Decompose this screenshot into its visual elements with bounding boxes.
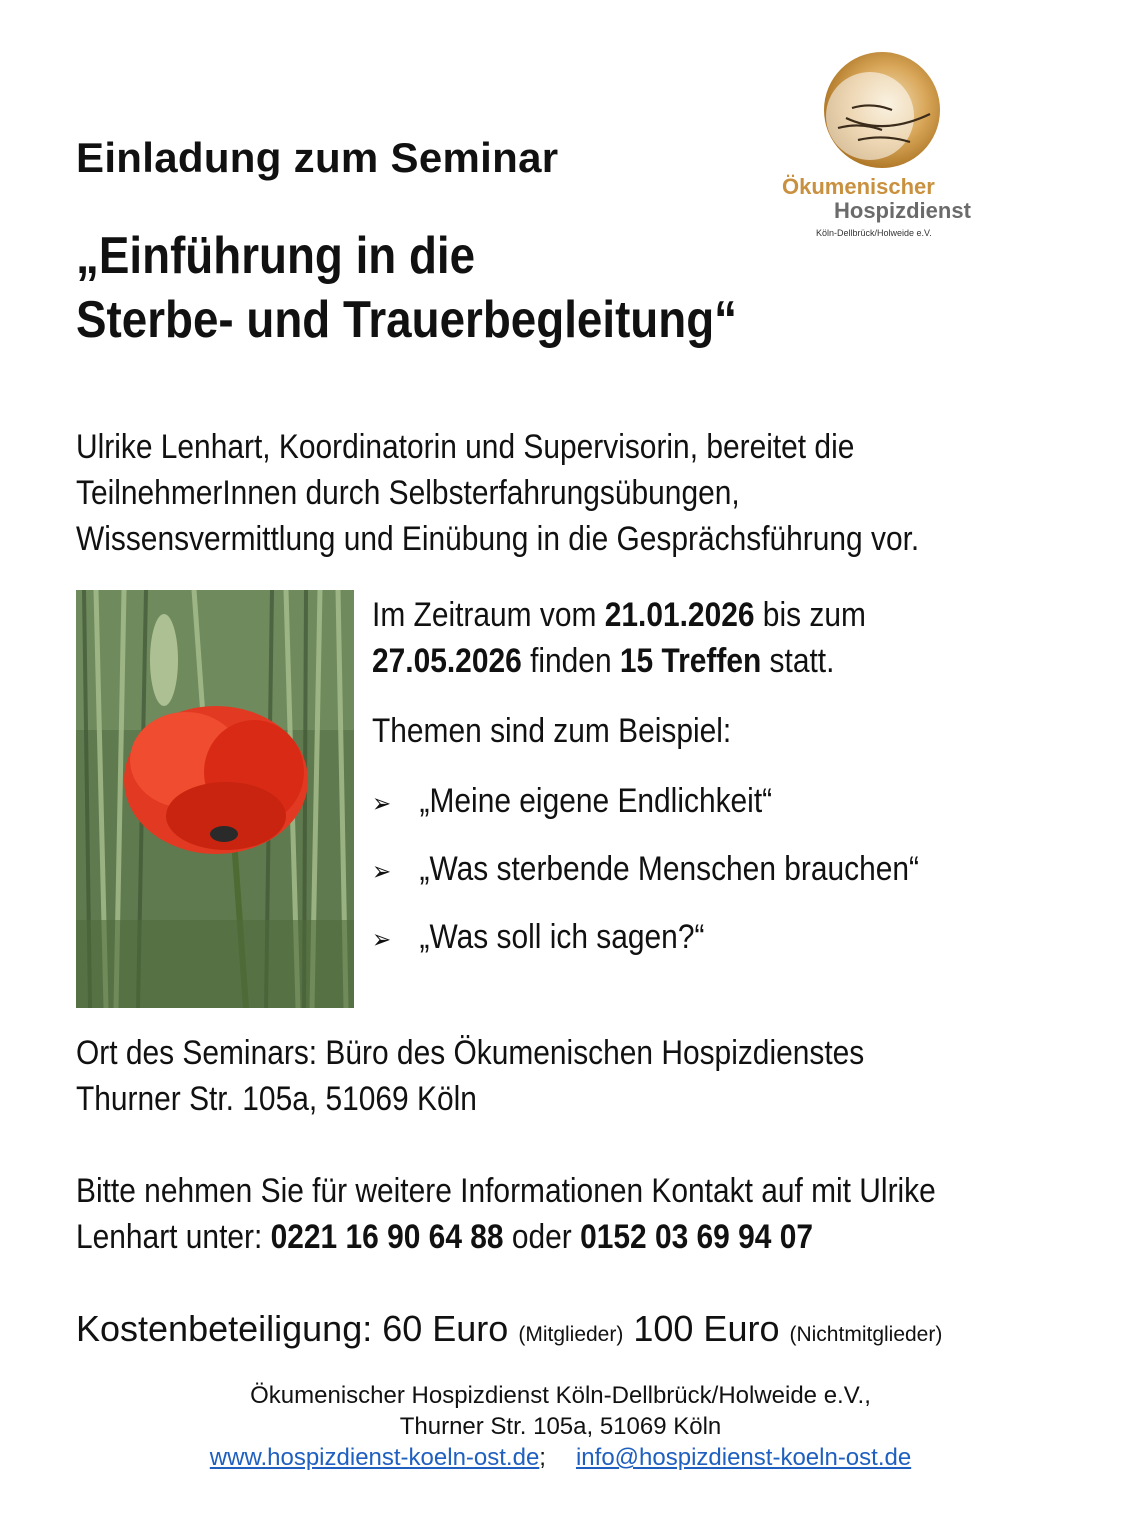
period-middle: bis zum — [754, 596, 866, 634]
footer — [0, 1380, 1121, 1473]
arrow-bullet-icon: ➢ — [372, 925, 392, 955]
intro-paragraph — [76, 424, 919, 562]
logo-line-3: Köln-Dellbrück/Holweide e.V. — [816, 228, 932, 238]
organization-logo — [760, 44, 998, 264]
intro-line: Wissensvermittlung und Einübung in die Gesprächsführung vor. — [76, 520, 920, 558]
phone-mobile: 0152 03 69 94 07 — [580, 1218, 814, 1256]
period-suffix: statt. — [761, 642, 835, 680]
costs-members-note: (Mitglieder) — [518, 1323, 624, 1346]
intro-line: Ulrike Lenhart, Koordinatorin und Supervisorin, bereitet die — [76, 428, 855, 466]
topics-lead: Themen sind zum Beispiel: — [372, 712, 732, 750]
period-prefix: Im Zeitraum vom — [372, 596, 605, 634]
meetings-count: 15 Treffen — [619, 642, 762, 680]
intro-line: TeilnehmerInnen durch Selbsterfahrungsübungen, — [76, 474, 740, 512]
logo-line-2: Hospizdienst — [834, 198, 971, 223]
poppy-flower-icon — [124, 706, 308, 854]
arrow-bullet-icon: ➢ — [372, 789, 392, 819]
email-link[interactable]: info@hospizdienst-koeln-ost.de — [575, 1444, 912, 1471]
venue-address: Thurner Str. 105a, 51069 Köln — [76, 1080, 477, 1118]
topic-text: „Meine eigene Endlichkeit“ — [419, 782, 773, 820]
period-middle2: finden — [521, 642, 620, 680]
topic-text: „Was soll ich sagen?“ — [419, 918, 705, 956]
footer-address: Thurner Str. 105a, 51069 Köln — [399, 1413, 722, 1440]
phone-landline: 0221 16 90 64 88 — [270, 1218, 504, 1256]
arrow-bullet-icon: ➢ — [372, 857, 392, 887]
page-title — [76, 224, 737, 352]
start-date: 21.01.2026 — [604, 596, 755, 634]
title-line-2: Sterbe- und Trauerbegleitung“ — [76, 291, 738, 349]
costs-info — [76, 1306, 942, 1358]
contact-or: oder — [503, 1218, 581, 1256]
logo-line-1: Ökumenischer — [782, 174, 935, 199]
poppy-photo — [76, 590, 354, 1008]
contact-prefix: Lenhart unter: — [76, 1218, 271, 1256]
website-link[interactable]: www.hospizdienst-koeln-ost.de — [209, 1444, 540, 1471]
end-date: 27.05.2026 — [372, 642, 522, 680]
venue-info — [76, 1030, 864, 1122]
costs-label: Kostenbeteiligung: 60 Euro — [76, 1308, 519, 1349]
costs-nonmembers-note: (Nichtmitglieder) — [789, 1323, 943, 1346]
costs-nonmember-price: 100 Euro — [623, 1308, 790, 1349]
topic-text: „Was sterbende Menschen brauchen“ — [419, 850, 920, 888]
list-item — [372, 846, 919, 895]
footer-separator: ; — [539, 1444, 546, 1471]
contact-line: Bitte nehmen Sie für weitere Informationen Kontakt auf mit Ulrike — [76, 1172, 936, 1210]
footer-org: Ökumenischer Hospizdienst Köln-Dellbrück/Holweide e.V., — [250, 1382, 871, 1409]
period-info — [372, 592, 866, 684]
title-line-1: „Einführung in die — [76, 227, 476, 285]
list-item — [372, 778, 772, 827]
contact-info — [76, 1168, 936, 1260]
kicker-heading: Einladung zum Seminar — [76, 134, 559, 181]
venue-line: Ort des Seminars: Büro des Ökumenischen Hospizdienstes — [76, 1034, 865, 1072]
list-item — [372, 914, 704, 963]
